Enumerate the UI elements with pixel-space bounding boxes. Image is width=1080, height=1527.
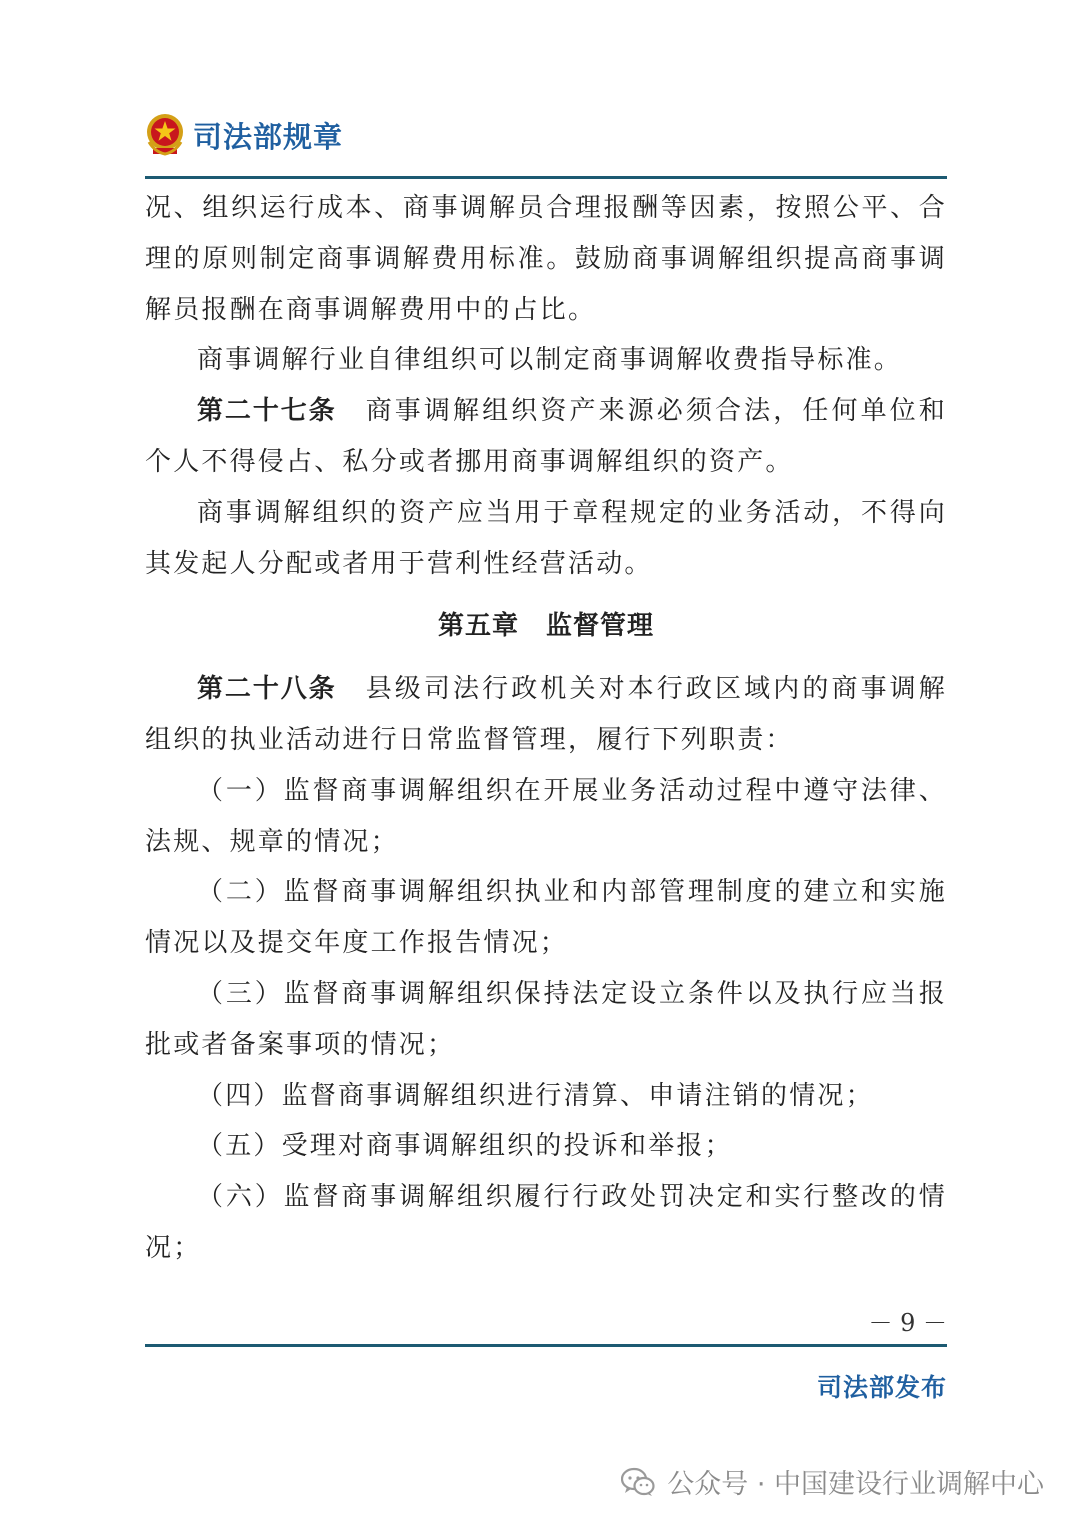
watermark [621, 1462, 1044, 1501]
paragraph-continued: 况、组织运行成本、商事调解员合理报酬等因素，按照公平、合理的原则制定商事调解费用标准。鼓励商事调解组织提高商事调解员报酬在商事调解费用中的占比。 [145, 193, 947, 325]
paragraph: 商事调解组织的资产应当用于章程规定的业务活动，不得向其发起人分配或者用于营利性经营活动。 [145, 497, 947, 579]
footer-publisher: 司法部发布 [816, 1373, 947, 1402]
page-number: － 9 － [868, 1309, 947, 1337]
list-item: （一）监督商事调解组织在开展业务活动过程中遵守法律、法规、规章的情况； [145, 775, 947, 857]
watermark-text: 公众号 · 中国建设行业调解中心 [667, 1469, 1044, 1500]
article-text: 商事调解组织资产来源必须合法，任何单位和个人不得侵占、私分或者挪用商事调解组织的资产。 [145, 396, 947, 477]
header-divider [145, 176, 947, 179]
article-label: 第二十七条 [197, 396, 337, 427]
list-item: （二）监督商事调解组织执业和内部管理制度的建立和实施情况以及提交年度工作报告情况； [145, 877, 947, 959]
national-emblem-icon [145, 112, 185, 158]
document-body [145, 183, 947, 1274]
article-28 [145, 664, 947, 766]
paragraph: 商事调解行业自律组织可以制定商事调解收费指导标准。 [197, 345, 903, 376]
list-item: （三）监督商事调解组织保持法定设立条件以及执行应当报批或者备案事项的情况； [145, 978, 947, 1060]
wechat-icon [621, 1467, 655, 1497]
article-27 [145, 386, 947, 488]
chapter-heading: 第五章 监督管理 [437, 611, 654, 642]
page-header [145, 112, 343, 158]
list-item: （六）监督商事调解组织履行行政处罚决定和实行整改的情况； [145, 1182, 947, 1263]
header-title: 司法部规章 [193, 119, 344, 154]
list-item: （四）监督商事调解组织进行清算、申请注销的情况； [197, 1080, 874, 1111]
article-label: 第二十八条 [197, 674, 337, 705]
article-text: 县级司法行政机关对本行政区域内的商事调解组织的执业活动进行日常监督管理，履行下列职责： [145, 674, 947, 755]
list-item: （五）受理对商事调解组织的投诉和举报； [197, 1131, 733, 1162]
footer-divider [145, 1344, 947, 1347]
